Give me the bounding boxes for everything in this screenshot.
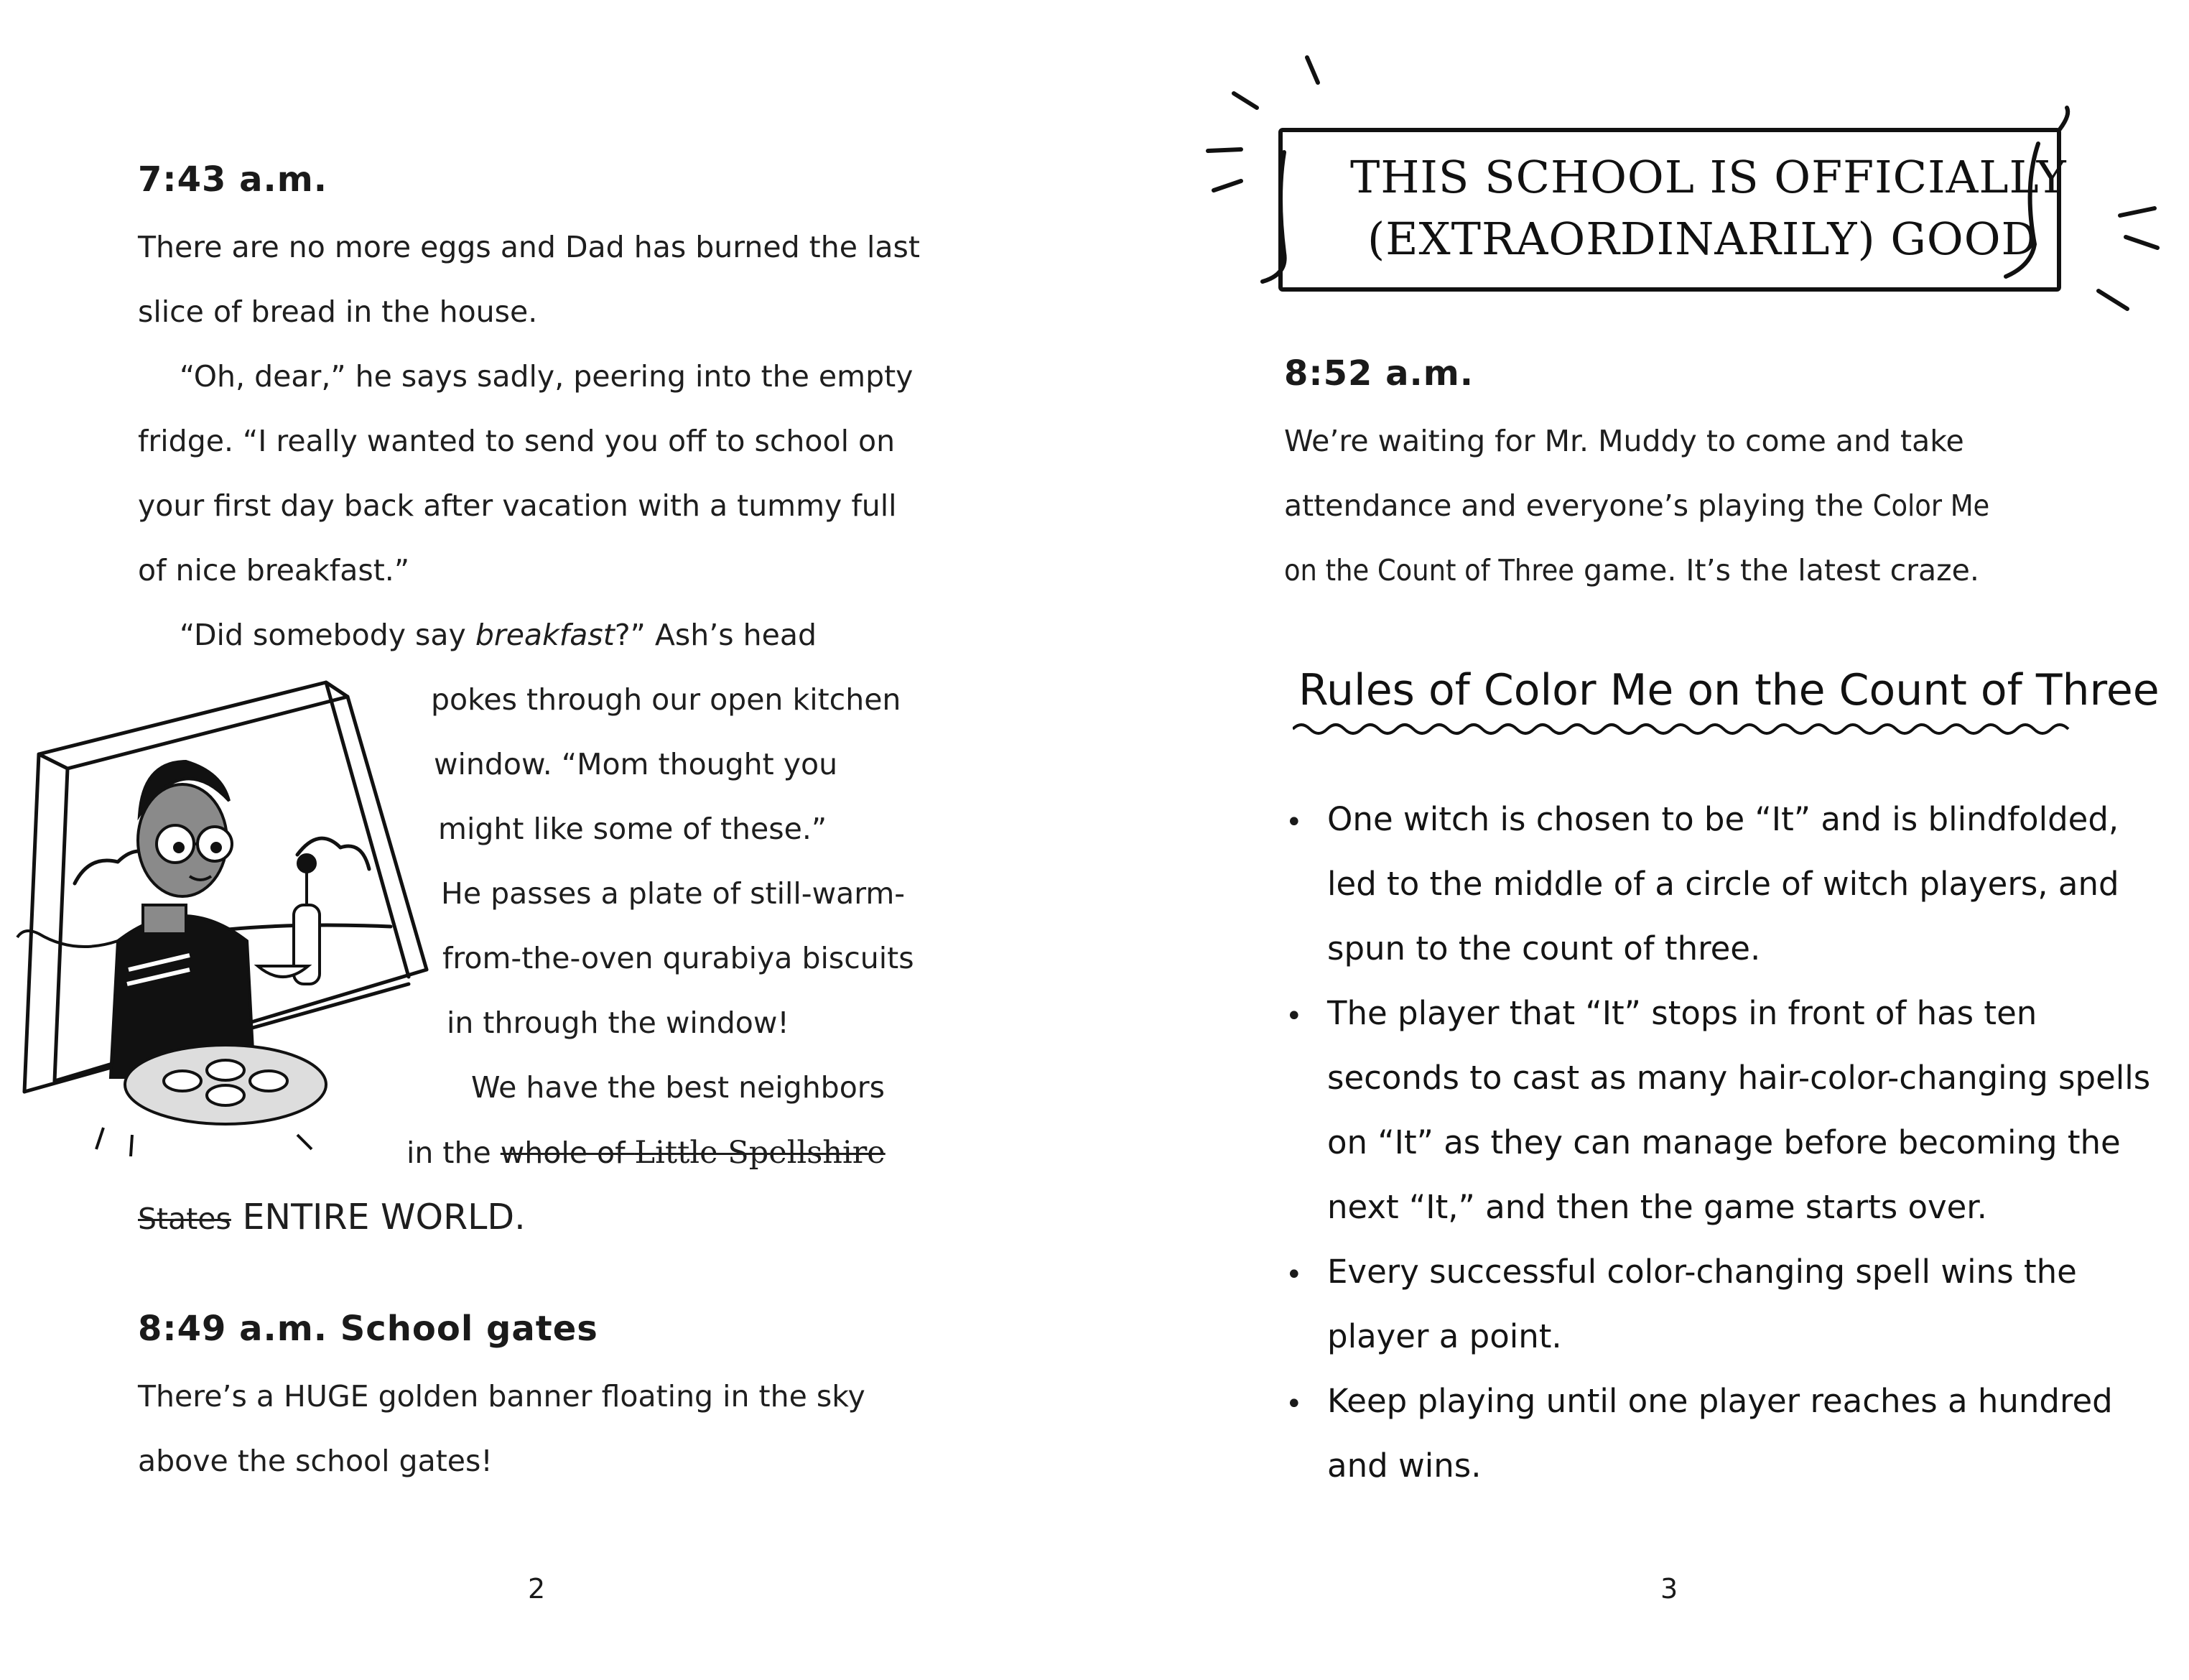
text-line: in through the window! — [447, 1006, 789, 1040]
rule-text: Keep playing until one player reaches a hundred — [1327, 1382, 2113, 1420]
bullet: • — [1286, 1388, 1303, 1421]
text-line: There are no more eggs and Dad has burned the last — [138, 230, 920, 264]
text-line: in the whole of Little Spellshire — [406, 1135, 886, 1171]
text-line: might like some of these.” — [438, 812, 827, 846]
text-line: We’re waiting for Mr. Muddy to come and take — [1284, 424, 1964, 458]
rule-text: The player that “It” stops in front of has ten — [1327, 994, 2037, 1032]
bullet: • — [1286, 1000, 1303, 1033]
struck-text: whole of — [500, 1136, 635, 1170]
text-line: window. “Mom thought you — [434, 747, 838, 781]
text-line: slice of bread in the house. — [138, 294, 538, 329]
game-name-text: on the Count of Three — [1284, 553, 1574, 588]
banner-title-line1: THIS SCHOOL IS OFFICIALLY — [1350, 151, 2067, 203]
time-heading-849: 8:49 a.m. School gates — [138, 1309, 598, 1349]
emphasis-breakfast: breakfast — [475, 618, 615, 652]
banner-title-line2: (EXTRAORDINARILY) GOOD — [1367, 213, 2038, 265]
bullet: • — [1286, 806, 1303, 839]
text-line: from-the-oven qurabiya biscuits — [442, 941, 914, 975]
rule-text: led to the middle of a circle of witch players, and — [1327, 865, 2119, 903]
game-name-text: Color Me — [1872, 488, 1990, 523]
text-line: “Did somebody say breakfast?” Ash’s head — [180, 618, 817, 652]
text-line: fridge. “I really wanted to send you off to school on — [138, 424, 896, 458]
text-line: attendance and everyone’s playing the Color Me — [1284, 488, 1990, 523]
ash-at-window-illustration — [10, 668, 434, 1156]
rules-title-wavy-underline — [1293, 718, 2083, 740]
page-number: 2 — [528, 1573, 546, 1605]
struck-text: States — [138, 1202, 231, 1236]
rule-text: One witch is chosen to be “It” and is blindfolded, — [1327, 800, 2119, 838]
text-line: We have the best neighbors — [471, 1070, 886, 1105]
rule-text: seconds to cast as many hair-color-changing spells — [1327, 1059, 2151, 1097]
text-line: your first day back after vacation with a tummy full — [138, 488, 897, 523]
bullet: • — [1286, 1258, 1303, 1291]
left-page — [0, 0, 1094, 1680]
text-line: on the Count of Three game. It’s the latest craze. — [1284, 553, 1979, 588]
rule-text: and wins. — [1327, 1447, 1482, 1485]
text-line — [138, 1197, 526, 1238]
page-number: 3 — [1660, 1573, 1678, 1605]
text-line: There’s a HUGE golden banner floating in the sky — [138, 1379, 865, 1414]
text-line: of nice breakfast.” — [138, 553, 410, 588]
rule-text: next “It,” and then the game starts over. — [1327, 1188, 1987, 1226]
text-line: above the school gates! — [138, 1444, 493, 1478]
rules-title: Rules of Color Me on the Count of Three — [1298, 665, 2160, 715]
entire-world-text: ENTIRE WORLD. — [231, 1197, 526, 1238]
rule-text: spun to the count of three. — [1327, 929, 1761, 967]
text-line: “Oh, dear,” he says sadly, peering into the empty — [180, 359, 914, 394]
rule-text: player a point. — [1327, 1317, 1562, 1355]
time-heading-743: 7:43 a.m. — [138, 159, 327, 200]
rule-text: Every successful color-changing spell wins the — [1327, 1253, 2077, 1291]
time-heading-852: 8:52 a.m. — [1284, 353, 1474, 394]
struck-text: Little Spellshire — [634, 1135, 886, 1171]
text-line: He passes a plate of still-warm- — [441, 876, 906, 911]
rule-text: on “It” as they can manage before becoming the — [1327, 1123, 2121, 1161]
text-line: pokes through our open kitchen — [431, 682, 901, 717]
